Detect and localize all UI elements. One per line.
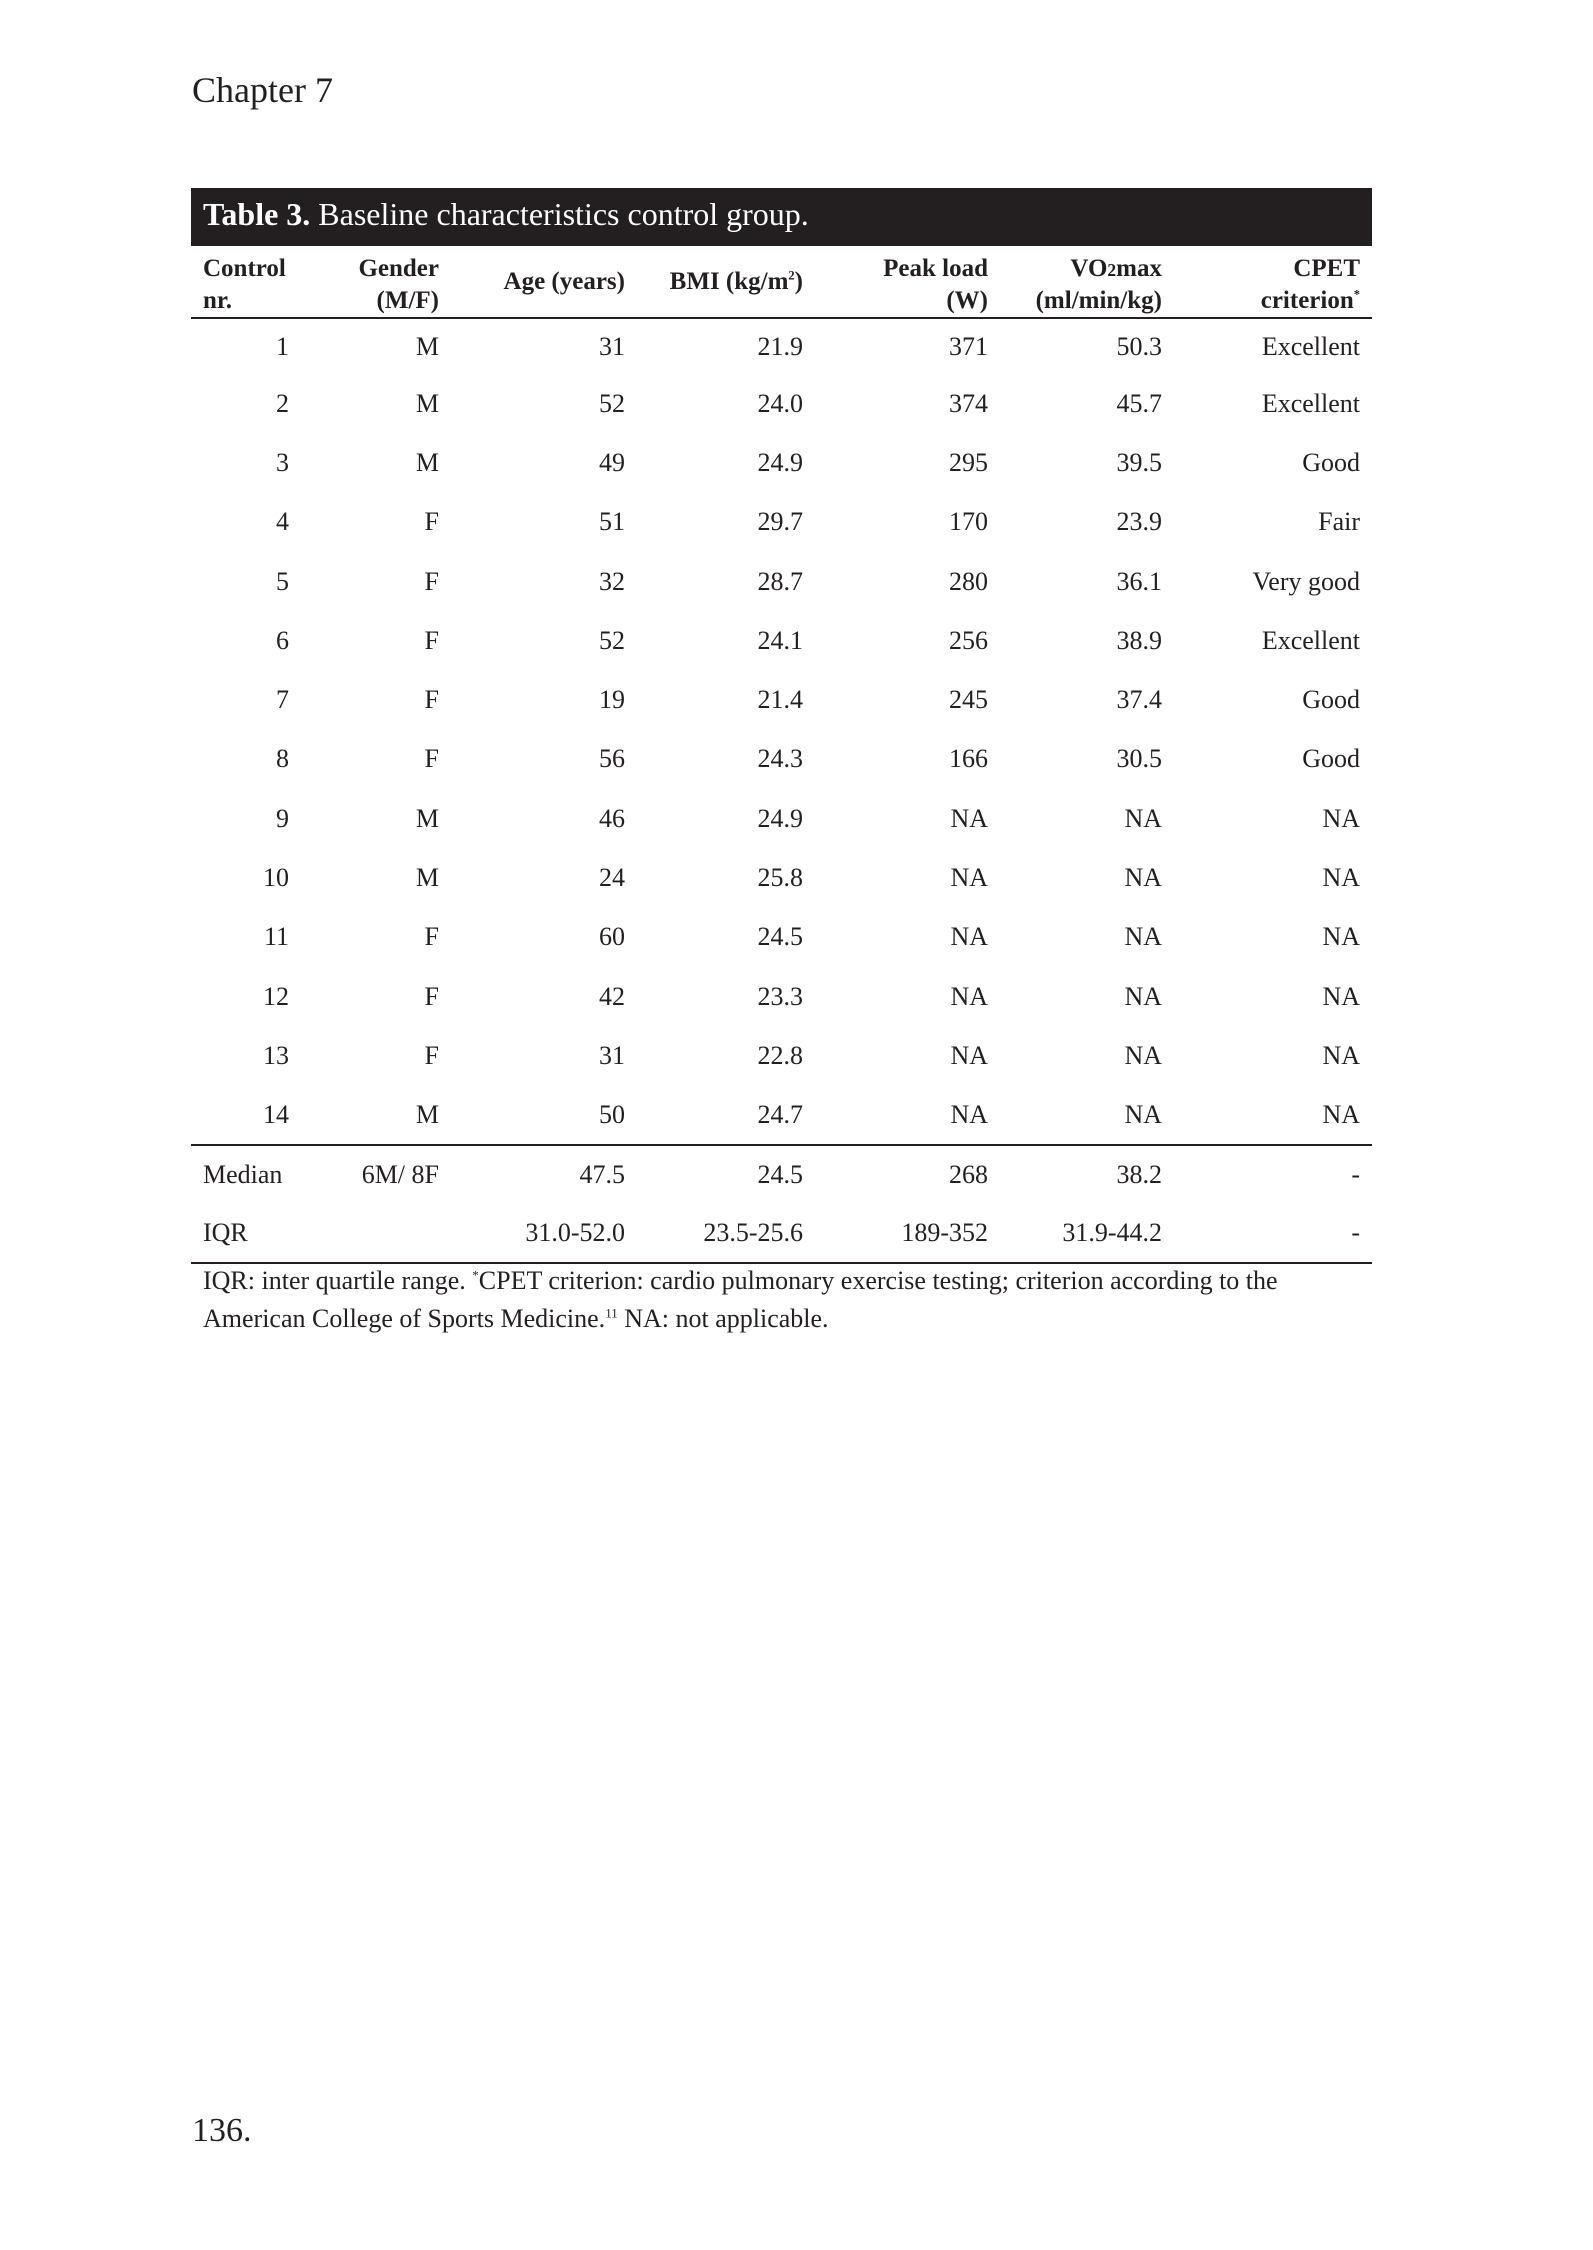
cell-cpet: Fair xyxy=(1318,507,1360,537)
baseline-characteristics-table xyxy=(191,246,1372,1264)
summary-cell-vo2max: 38.2 xyxy=(1000,1145,1174,1204)
header-control-nr: Control nr. xyxy=(191,246,301,318)
table-row xyxy=(191,730,1372,789)
cell-peak-load: NA xyxy=(950,863,988,893)
cell-age: 52 xyxy=(599,625,625,655)
cell-vo2max: NA xyxy=(1124,981,1162,1011)
cell-vo2max: 36.1 xyxy=(1116,566,1162,596)
cell-peak-load: 374 xyxy=(949,388,988,418)
cell-gender: M xyxy=(415,388,439,418)
cell-peak-load: 280 xyxy=(949,566,988,596)
header-vo2max: VO2max (ml/min/kg) xyxy=(1000,246,1174,318)
cell-nr: 7 xyxy=(276,685,289,715)
cell-cpet: NA xyxy=(1322,981,1360,1011)
summary-cell-bmi: 24.5 xyxy=(637,1145,815,1204)
cell-nr: 3 xyxy=(276,447,289,477)
table-caption xyxy=(191,188,1372,246)
summary-cell-vo2max: 31.9-44.2 xyxy=(1000,1204,1174,1263)
cell-gender: F xyxy=(424,1040,439,1070)
cell-vo2max: 37.4 xyxy=(1116,685,1162,715)
header-bmi: BMI $(kg/m^2)$ xyxy=(637,246,815,318)
table-row xyxy=(191,552,1372,611)
summary-cell-bmi: 23.5-25.6 xyxy=(637,1204,815,1263)
header-cpet-criterion: CPET criterion* xyxy=(1174,246,1372,318)
cell-nr: 13 xyxy=(263,1040,289,1070)
cell-nr: 2 xyxy=(276,388,289,418)
cell-cpet: NA xyxy=(1322,922,1360,952)
cell-cpet: Excellent xyxy=(1261,388,1360,418)
cell-bmi: 21.4 xyxy=(757,685,803,715)
table-row xyxy=(191,374,1372,433)
cell-age: 49 xyxy=(599,447,625,477)
cell-vo2max: 38.9 xyxy=(1116,625,1162,655)
baseline-table-block xyxy=(191,188,1372,1338)
cell-vo2max: 45.7 xyxy=(1116,388,1162,418)
cell-peak-load: NA xyxy=(950,803,988,833)
cell-age: 42 xyxy=(599,981,625,1011)
summary-row xyxy=(191,1145,1372,1204)
summary-cell-cpet: - xyxy=(1174,1145,1372,1204)
cell-bmi: 24.0 xyxy=(757,388,803,418)
cell-vo2max: 50.3 xyxy=(1116,331,1162,361)
table-row xyxy=(191,318,1372,374)
cell-cpet: Good xyxy=(1302,447,1360,477)
table-row xyxy=(191,670,1372,729)
cell-peak-load: NA xyxy=(950,1099,988,1129)
cell-peak-load: 371 xyxy=(949,331,988,361)
cell-vo2max: 30.5 xyxy=(1116,744,1162,774)
cell-bmi: 29.7 xyxy=(757,507,803,537)
table-row xyxy=(191,1086,1372,1145)
cell-bmi: 24.3 xyxy=(757,744,803,774)
header-peak-load: Peak load (W) xyxy=(815,246,1000,318)
cell-age: 50 xyxy=(599,1099,625,1129)
cell-vo2max: NA xyxy=(1124,1040,1162,1070)
cell-gender: M xyxy=(415,863,439,893)
cell-nr: 10 xyxy=(263,863,289,893)
cell-nr: 14 xyxy=(263,1099,289,1129)
page-number: 136. xyxy=(192,2112,252,2149)
cell-bmi: 24.5 xyxy=(757,922,803,952)
cell-bmi: 24.7 xyxy=(757,1099,803,1129)
cell-age: 19 xyxy=(599,685,625,715)
cell-age: 56 xyxy=(599,744,625,774)
cell-gender: F xyxy=(424,922,439,952)
table-row xyxy=(191,433,1372,492)
table-footnote: IQR: inter quartile range. *CPET criterion: cardio pulmonary exercise testing; criterion according to the American College of Sports Medicine.$^{11}$ NA: not applicable. xyxy=(203,1265,1278,1333)
table-row xyxy=(191,848,1372,907)
cell-nr: 4 xyxy=(276,507,289,537)
cell-nr: 5 xyxy=(276,566,289,596)
summary-cell-gender xyxy=(301,1204,451,1263)
cell-age: 32 xyxy=(599,566,625,596)
cell-cpet: NA xyxy=(1322,1040,1360,1070)
cell-age: 52 xyxy=(599,388,625,418)
summary-cell-label: IQR xyxy=(191,1204,301,1263)
cell-age: 51 xyxy=(599,507,625,537)
cell-vo2max: NA xyxy=(1124,922,1162,952)
cell-cpet: Excellent xyxy=(1261,625,1360,655)
cell-gender: F xyxy=(424,981,439,1011)
cell-gender: M xyxy=(415,1099,439,1129)
cell-cpet: NA xyxy=(1322,1099,1360,1129)
cell-peak-load: 166 xyxy=(949,744,988,774)
cell-bmi: 24.9 xyxy=(757,447,803,477)
cell-peak-load: 295 xyxy=(949,447,988,477)
cell-vo2max: 23.9 xyxy=(1116,507,1162,537)
cell-bmi: 24.1 xyxy=(757,625,803,655)
cell-gender: F xyxy=(424,625,439,655)
cell-cpet: Excellent xyxy=(1261,331,1360,361)
table-row xyxy=(191,493,1372,552)
cell-nr: 11 xyxy=(263,922,289,952)
cell-bmi: 23.3 xyxy=(757,981,803,1011)
cell-cpet: NA xyxy=(1322,863,1360,893)
cell-peak-load: 245 xyxy=(949,685,988,715)
cell-nr: 9 xyxy=(276,803,289,833)
table-body xyxy=(191,318,1372,1145)
cell-age: 24 xyxy=(599,863,625,893)
cell-vo2max: NA xyxy=(1124,863,1162,893)
cell-nr: 6 xyxy=(276,625,289,655)
cell-age: 60 xyxy=(599,922,625,952)
cell-age: 46 xyxy=(599,803,625,833)
summary-row xyxy=(191,1204,1372,1263)
table-row xyxy=(191,611,1372,670)
summary-cell-label: Median xyxy=(191,1145,301,1204)
cell-nr: 1 xyxy=(276,331,289,361)
cell-bmi: 24.9 xyxy=(757,803,803,833)
cell-bmi: 21.9 xyxy=(757,331,803,361)
header-gender: Gender (M/F) xyxy=(301,246,451,318)
table-summary xyxy=(191,1145,1372,1263)
cell-age: 31 xyxy=(599,1040,625,1070)
cell-vo2max: NA xyxy=(1124,1099,1162,1129)
cell-cpet: Good xyxy=(1302,744,1360,774)
summary-cell-age: 47.5 xyxy=(451,1145,637,1204)
cell-vo2max: NA xyxy=(1124,803,1162,833)
cell-nr: 12 xyxy=(263,981,289,1011)
cell-gender: M xyxy=(415,803,439,833)
cell-peak-load: NA xyxy=(950,981,988,1011)
cell-peak-load: NA xyxy=(950,1040,988,1070)
summary-cell-peak-load: 268 xyxy=(815,1145,1000,1204)
header-age: Age (years) xyxy=(451,246,637,318)
cell-bmi: 22.8 xyxy=(757,1040,803,1070)
cell-cpet: Very good xyxy=(1252,566,1360,596)
table-caption-title: Baseline characteristics control group. xyxy=(318,196,809,232)
summary-cell-gender: 6M/ 8F xyxy=(301,1145,451,1204)
table-row xyxy=(191,789,1372,848)
table-row xyxy=(191,967,1372,1026)
cell-gender: M xyxy=(415,447,439,477)
cell-cpet: NA xyxy=(1322,803,1360,833)
cell-bmi: 25.8 xyxy=(757,863,803,893)
running-head: Chapter 7 xyxy=(192,70,333,110)
summary-cell-cpet: - xyxy=(1174,1204,1372,1263)
cell-vo2max: 39.5 xyxy=(1116,447,1162,477)
cell-peak-load: 170 xyxy=(949,507,988,537)
cell-gender: F xyxy=(424,685,439,715)
cell-gender: F xyxy=(424,507,439,537)
cell-cpet: Good xyxy=(1302,685,1360,715)
cell-gender: F xyxy=(424,744,439,774)
table-row xyxy=(191,1026,1372,1085)
summary-cell-peak-load: 189-352 xyxy=(815,1204,1000,1263)
cell-gender: F xyxy=(424,566,439,596)
cell-nr: 8 xyxy=(276,744,289,774)
summary-cell-age: 31.0-52.0 xyxy=(451,1204,637,1263)
table-header-row xyxy=(191,246,1372,318)
cell-peak-load: NA xyxy=(950,922,988,952)
cell-age: 31 xyxy=(599,331,625,361)
table-caption-label: Table 3. xyxy=(203,196,311,232)
cell-bmi: 28.7 xyxy=(757,566,803,596)
table-row xyxy=(191,908,1372,967)
cell-gender: M xyxy=(415,331,439,361)
cell-peak-load: 256 xyxy=(949,625,988,655)
